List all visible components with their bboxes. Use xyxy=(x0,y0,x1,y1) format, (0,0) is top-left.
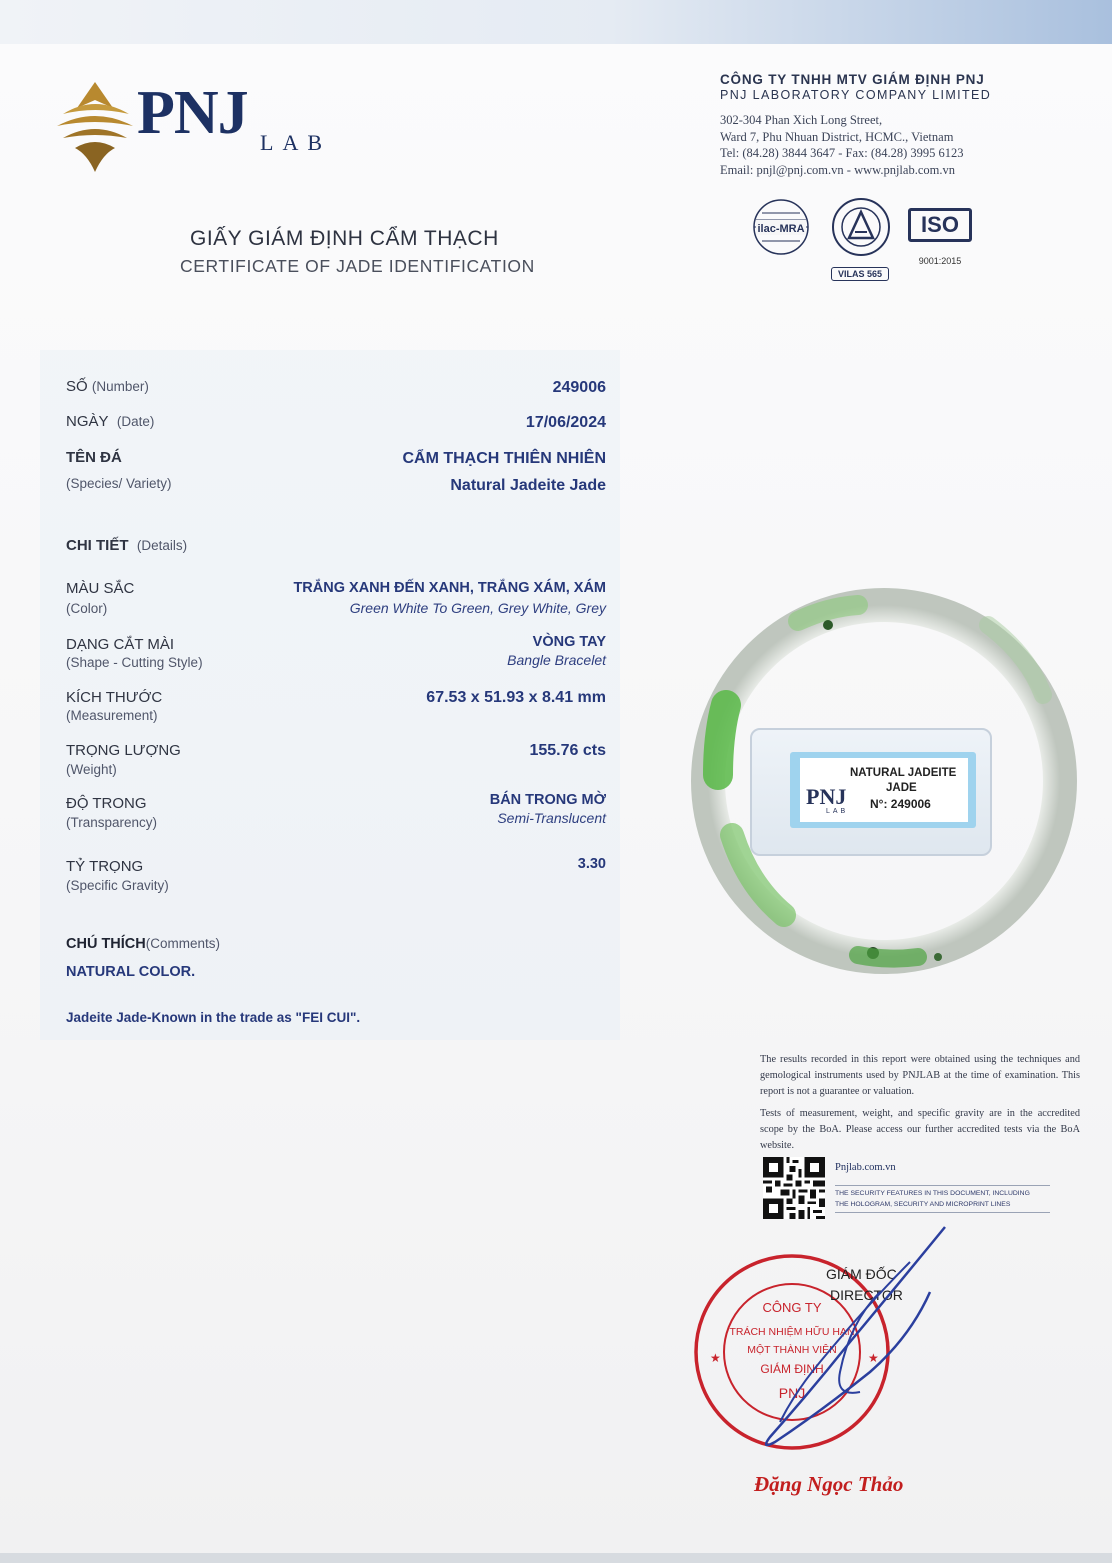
transparency-value-en: Semi-Translucent xyxy=(497,810,606,826)
transparency-label-en: (Transparency) xyxy=(66,815,158,830)
pnj-lab-logo xyxy=(55,80,355,180)
sg-label-en: (Specific Gravity) xyxy=(66,878,169,893)
color-label-vn: MÀU SẮC xyxy=(66,580,135,597)
tag-line-1: NATURAL JADEITE xyxy=(850,767,957,779)
company-name-en: PNJ LABORATORY COMPANY LIMITED xyxy=(720,88,992,102)
transparency-value-vn: BÁN TRONG MỜ xyxy=(489,792,606,808)
svg-text:★: ★ xyxy=(868,1351,879,1365)
transparency-label-vn: ĐỘ TRONG xyxy=(66,795,147,812)
svg-text:PNJ: PNJ xyxy=(778,1385,806,1401)
iso-standard: 9001:2015 xyxy=(918,256,962,266)
color-value-en: Green White To Green, Grey White, Grey xyxy=(349,600,606,616)
logo-lab-text: LAB xyxy=(260,130,331,155)
shape-value-vn: VÒNG TAY xyxy=(532,634,606,650)
sg-label-vn: TỶ TRỌNG xyxy=(66,858,144,875)
address-line-2: Ward 7, Phu Nhuan District, HCMC., Vietnam xyxy=(720,129,954,144)
species-value-vn: CẨM THẠCH THIÊN NHIÊN xyxy=(402,450,606,467)
tag-line-3: N°: 249006 xyxy=(870,797,931,811)
vilas-label: VILAS 565 xyxy=(831,267,889,281)
trade-note: Jadeite Jade-Known in the trade as "FEI CUI". xyxy=(66,1010,361,1025)
ilac-mra-badge xyxy=(750,196,812,258)
species-label-vn: TÊN ĐÁ xyxy=(66,449,122,466)
tag-logo: PNJ xyxy=(806,784,847,809)
tel-fax: Tel: (84.28) 3844 3647 - Fax: (84.28) 3995 6123 xyxy=(720,146,964,160)
director-signature xyxy=(700,1222,960,1462)
tag-line-2: JADE xyxy=(886,782,917,794)
certificate-title-en: CERTIFICATE OF JADE IDENTIFICATION xyxy=(180,256,535,276)
boa-emblem-icon xyxy=(828,196,894,258)
shape-label-vn: DẠNG CẮT MÀI xyxy=(66,636,175,653)
species-label-en: (Species/ Variety) xyxy=(66,476,172,491)
svg-text:TRÁCH NHIỆM HỮU HẠN: TRÁCH NHIỆM HỮU HẠN xyxy=(729,1326,855,1338)
details-heading: CHI TIẾT (Details) xyxy=(66,537,188,554)
date-value: 17/06/2024 xyxy=(525,414,606,431)
weight-label-en: (Weight) xyxy=(66,762,117,777)
website-link[interactable]: Pnjlab.com.vn xyxy=(835,1162,896,1173)
measurement-label-vn: KÍCH THƯỚC xyxy=(66,689,163,706)
director-title-en: DIRECTOR xyxy=(830,1287,903,1303)
number-value: 249006 xyxy=(552,379,606,396)
disclaimer-2: Tests of measurement, weight, and specific gravity are in the accredited scope by the BoA. Please access our further accredited tests via the BoA website. xyxy=(760,1108,1080,1151)
number-label: SỐ (Number) xyxy=(66,378,149,395)
sg-value: 3.30 xyxy=(577,856,606,872)
company-name-vn: CÔNG TY TNHH MTV GIÁM ĐỊNH PNJ xyxy=(720,72,985,87)
email-web: Email: pnjl@pnj.com.vn - www.pnjlab.com.vn xyxy=(720,162,955,177)
disclaimer-1: The results recorded in this report were obtained using the techniques and gemological instruments used by PNJLAB at the time of examination. This report is not a guarantee or valuation. xyxy=(760,1054,1080,1097)
shape-label-en: (Shape - Cutting Style) xyxy=(66,655,203,670)
weight-label-vn: TRỌNG LƯỢNG xyxy=(66,742,181,759)
pnj-gold-leaf-icon xyxy=(55,80,135,175)
shape-value-en: Bangle Bracelet xyxy=(507,652,606,668)
measurement-label-en: (Measurement) xyxy=(66,708,158,723)
iso-logo: ISO xyxy=(908,208,972,242)
comments-value: NATURAL COLOR. xyxy=(66,964,196,980)
director-title-vn: GIÁM ĐỐC xyxy=(826,1266,897,1282)
color-value-vn: TRẮNG XANH ĐẾN XANH, TRẮNG XÁM, XÁM xyxy=(293,580,606,596)
bottom-frame-edge xyxy=(0,1553,1112,1563)
svg-text:MỘT THÀNH VIÊN: MỘT THÀNH VIÊN xyxy=(747,1344,837,1356)
svg-text:CÔNG TY: CÔNG TY xyxy=(762,1300,822,1315)
security-note: THE SECURITY FEATURES IN THIS DOCUMENT, INCLUDING THE HOLOGRAM, SECURITY AND MICROPRINT LINES xyxy=(835,1185,1050,1213)
qr-code-icon xyxy=(763,1157,825,1219)
color-label-en: (Color) xyxy=(66,601,108,616)
certificate-title-vn: GIẤY GIÁM ĐỊNH CẨM THẠCH xyxy=(190,227,499,250)
svg-text:GIÁM ĐỊNH: GIÁM ĐỊNH xyxy=(760,1362,824,1376)
tag-lab-text: LAB xyxy=(826,808,849,815)
iso-badge xyxy=(908,196,972,266)
signer-name: Đặng Ngọc Thảo xyxy=(754,1472,904,1496)
date-label: NGÀY (Date) xyxy=(66,413,155,430)
ilac-text: ilac-MRA xyxy=(757,223,805,235)
ilac-globe-icon xyxy=(750,196,812,258)
svg-text:★: ★ xyxy=(710,1351,721,1365)
company-info xyxy=(720,72,1020,178)
weight-value: 155.76 cts xyxy=(529,742,606,759)
top-frame-edge xyxy=(0,0,1112,44)
measurement-value: 67.53 x 51.93 x 8.41 mm xyxy=(426,689,606,706)
comments-label: CHÚ THÍCH(Comments) xyxy=(66,936,221,952)
boa-accreditation-badge xyxy=(828,196,894,279)
logo-wordmark: PNJ xyxy=(137,79,248,147)
species-value-en: Natural Jadeite Jade xyxy=(450,477,606,494)
address-line-1: 302-304 Phan Xich Long Street, xyxy=(720,113,883,127)
